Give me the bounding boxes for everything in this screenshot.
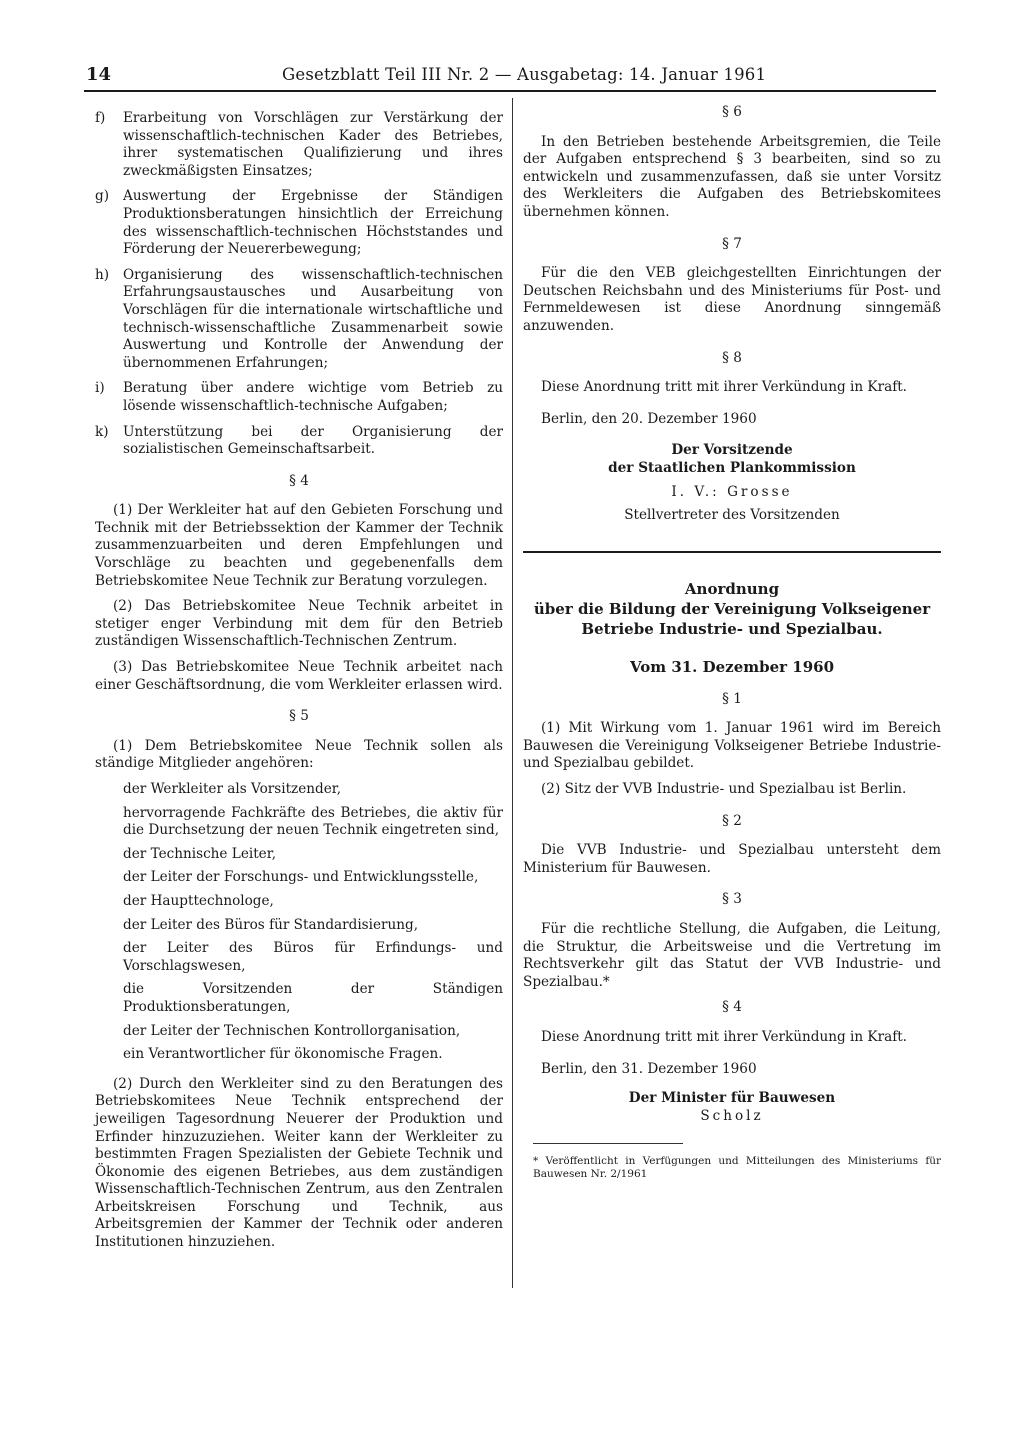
section-5-paragraph-2: (2) Durch den Werkleiter sind zu den Beratungen des Betriebskomitees Neue Technik entsprechend der jeweiligen Tagesordnung Neuerer der Produktion und Erfinder hinzuzuziehen. Weiter kann der Werkleiter zu bestimmten Fragen Spezialisten der Gebiete Technik und Ökonomie des eigenen Betriebes, aus dem zuständigen Wissenschaftlich-Technischen Zentrum, aus den Zentralen Arbeitskreisen Forschung und Technik, aus Arbeitsgremien der Kammer der Technik oder anderen Institutionen hinzuziehen.: [95, 1075, 503, 1251]
task-list-item: [95, 188, 503, 258]
page-header: [84, 62, 936, 92]
left-column: [95, 110, 503, 1260]
member-list-item: der Leiter des Büros für Standardisierung,: [123, 916, 419, 933]
task-list-text: Erarbeitung von Vorschlägen zur Verstärkung der wissenschaftlich-technischen Kader des Betriebes, ihrer systematischen Qualifizierung und ihres zweckmäßigsten Einsatzes;: [123, 110, 503, 179]
member-list-item: ein Verantwortlicher für ökonomische Fragen.: [123, 1046, 443, 1063]
task-list-marker: f): [95, 110, 106, 126]
member-list-item: der Werkleiter als Vorsitzender,: [123, 781, 342, 797]
member-list-item: die Vorsitzenden der Ständigen Produktionsberatungen,: [123, 981, 503, 1015]
ordinance-section-1-heading: § 1: [722, 690, 742, 707]
column-divider: [512, 98, 513, 1288]
section-5-paragraph-1: (1) Dem Betriebskomitee Neue Technik sollen als ständige Mitglieder angehören:: [95, 737, 503, 772]
task-list-item: [95, 110, 503, 180]
member-list-item: der Technische Leiter,: [123, 845, 277, 862]
task-list-item: [95, 424, 503, 459]
signature-1-role: Stellvertreter des Vorsitzenden: [624, 507, 840, 524]
section-4-paragraph-1: (1) Der Werkleiter hat auf den Gebieten Forschung und Technik mit der Betriebssektion der Kammer der Technik zusammenzuarbeiten und deren Empfehlungen und Vorschläge zu beachten und gegebenenfalls dem Betriebskomitee Neue Technik zur Beratung vorzulegen.: [95, 502, 503, 589]
section-7-text: Für die den VEB gleichgestellten Einrichtungen der Deutschen Reichsbahn und des Ministeriums für Post- und Fernmeldewesen ist diese Anordnung sinngemäß anzuwenden.: [523, 265, 941, 334]
page-number: 14: [86, 64, 112, 85]
signature-2-org: Der Minister für Bauwesen: [628, 1090, 836, 1107]
section-6-text: In den Betrieben bestehende Arbeitsgremien, die Teile der Aufgaben entsprechend § 3 bearbeiten, sind so zu entwickeln und zusammenzufassen, daß sie unter Vorsitz des Werkleiters die Aufgaben des Betriebskomitees übernehmen können.: [523, 133, 941, 220]
ordinance-section-3-text: Für die rechtliche Stellung, die Aufgaben, die Leitung, die Struktur, die Arbeitsweise und die Vertretung im Rechtsverkehr gilt das Statut der VVB Industrie- und Spezialbau.*: [523, 921, 941, 990]
section-8-heading: § 8: [722, 349, 742, 366]
ordinance-date: Vom 31. Dezember 1960: [629, 657, 835, 676]
right-column: [523, 104, 941, 1191]
ordinance-section-4-heading: § 4: [722, 999, 742, 1016]
ordinance-section-1-paragraph-1: (1) Mit Wirkung vom 1. Januar 1961 wird im Bereich Bauwesen die Vereinigung Volkseigener Betriebe Industrie- und Spezialbau gebildet.: [523, 720, 941, 772]
header-rule: [84, 90, 936, 92]
section-4-heading: § 4: [289, 472, 309, 489]
ordinance-title-line-2: über die Bildung der Vereinigung Volkseigener: [533, 599, 931, 618]
signature-1-name: I. V.: Grosse: [671, 483, 793, 500]
task-list-marker: g): [95, 188, 110, 205]
ordinance-separator: [523, 551, 941, 553]
signature-2-name: Scholz: [700, 1107, 764, 1124]
task-list-text: Beratung über andere wichtige vom Betrieb zu lösende wissenschaftlich-technische Aufgaben;: [123, 380, 503, 414]
task-list-marker: k): [95, 423, 109, 440]
footnote: * Veröffentlicht in Verfügungen und Mitteilungen des Ministeriums für Bauwesen Nr. 2/1961: [533, 1154, 941, 1180]
task-list-item: [95, 380, 503, 415]
member-list-item: der Leiter der Forschungs- und Entwicklungsstelle,: [123, 869, 479, 886]
ordinance-title-line-3: Betriebe Industrie- und Spezialbau.: [581, 619, 883, 638]
task-list: [95, 110, 503, 459]
signature-2-date: Berlin, den 31. Dezember 1960: [541, 1060, 757, 1077]
member-list-item: der Haupttechnologe,: [123, 892, 274, 909]
section-4-paragraph-2: (2) Das Betriebskomitee Neue Technik arbeitet in stetiger enger Verbindung mit dem für den Betrieb zuständigen Wissenschaftlich-Technischen Zentrum.: [95, 598, 503, 650]
task-list-marker: i): [95, 380, 105, 397]
signature-1-org-line-2: der Staatlichen Plankommission: [608, 459, 856, 476]
task-list-marker: h): [95, 266, 110, 283]
section-4-paragraph-3: (3) Das Betriebskomitee Neue Technik arbeitet nach einer Geschäftsordnung, die vom Werkleiter erlassen wird.: [95, 659, 503, 693]
member-list-item: hervorragende Fachkräfte des Betriebes, die aktiv für die Durchsetzung der neuen Technik eingetreten sind,: [123, 804, 503, 839]
task-list-text: Unterstützung bei der Organisierung der sozialistischen Gemeinschaftsarbeit.: [123, 423, 503, 458]
section-6-heading: § 6: [722, 104, 742, 120]
section-7-heading: § 7: [722, 235, 742, 252]
task-list-item: [95, 267, 503, 373]
signature-1-org-line-1: Der Vorsitzende: [671, 442, 793, 459]
task-list-text: Organisierung des wissenschaftlich-technischen Erfahrungsaustausches und Ausarbeitung von Vorschlägen für die internationale wirtschaftliche und technisch-wissenschaftliche Zusammenarbeit sowie Auswertung und Kontrolle der Anwendung der übernommenen Erfahrungen;: [123, 266, 503, 371]
ordinance-title-line-1: Anordnung: [684, 579, 780, 598]
member-list-item: der Leiter des Büros für Erfindungs- und Vorschlagswesen,: [123, 940, 503, 974]
section-5-heading: § 5: [289, 708, 309, 725]
ordinance-section-2-text: Die VVB Industrie- und Spezialbau untersteht dem Ministerium für Bauwesen.: [523, 842, 941, 876]
task-list-text: Auswertung der Ergebnisse der Ständigen Produktionsberatungen hinsichtlich der Erreichung des wissenschaftlich-technischen Höchststandes und Förderung der Neuererbewegung;: [123, 188, 503, 258]
ordinance-section-3-heading: § 3: [722, 891, 742, 908]
ordinance-section-4-text: Diese Anordnung tritt mit ihrer Verkündung in Kraft.: [541, 1029, 908, 1045]
ordinance-section-1-paragraph-2: (2) Sitz der VVB Industrie- und Spezialbau ist Berlin.: [541, 781, 907, 798]
signature-1-date: Berlin, den 20. Dezember 1960: [541, 410, 757, 427]
section-8-text: Diese Anordnung tritt mit ihrer Verkündung in Kraft.: [541, 379, 908, 396]
member-list-item: der Leiter der Technischen Kontrollorganisation,: [123, 1022, 461, 1039]
footnote-rule: [533, 1143, 683, 1144]
header-title: Gesetzblatt Teil III Nr. 2 — Ausgabetag: 14. Januar 1961: [282, 65, 767, 84]
member-list: [95, 781, 503, 1064]
ordinance-section-2-heading: § 2: [722, 812, 742, 829]
